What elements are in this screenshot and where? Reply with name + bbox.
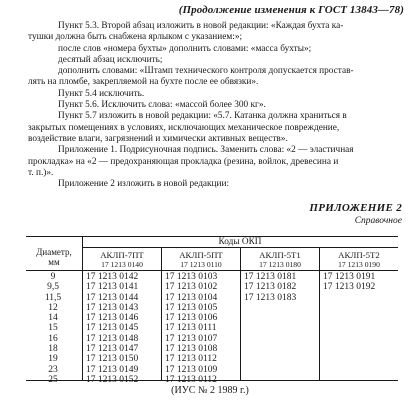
column-code: 17 1213 0180: [259, 260, 301, 269]
code-cell: 17 1213 0181: [244, 272, 297, 282]
code-cell: 17 1213 0142: [86, 272, 139, 282]
text-line: воздействие влаги, загрязнений и химически активных веществ».: [28, 133, 288, 144]
text-line: Пункт 5.4 исключить.: [58, 88, 145, 99]
column-name: АКЛП-7ПТ: [100, 250, 144, 260]
code-cell: 17 1213 0104: [165, 292, 218, 303]
diameter-values: [26, 272, 80, 385]
column-code: 17 1213 0110: [180, 260, 222, 269]
code-cell: [323, 365, 375, 375]
code-cell: [323, 354, 375, 364]
text-line: прокладка» на «2 — предохраняющая прокладка (резина, войлок, древесина и: [28, 156, 339, 167]
appendix-title: ПРИЛОЖЕНИЕ 2: [309, 202, 402, 214]
diameter-cell: 9,5: [47, 282, 59, 293]
diameter-cell: 15: [48, 323, 58, 334]
code-cell: [323, 334, 375, 344]
code-cell: 17 1213 0141: [86, 282, 139, 293]
codes-header: Коды ОКП: [218, 237, 262, 247]
code-cell: [323, 303, 375, 313]
code-cell: 17 1213 0108: [165, 344, 218, 355]
diameter-cell: 19: [48, 354, 58, 365]
column-name: АКЛП-5Т1: [259, 250, 301, 260]
code-cell: [244, 354, 296, 364]
code-cell: [323, 375, 375, 385]
column-3-values: [244, 272, 296, 385]
diameter-cell: 16: [48, 333, 58, 344]
continuation-header: (Продолжение изменения к ГОСТ 13843—78): [178, 4, 404, 16]
code-cell: 17 1213 0109: [165, 364, 218, 375]
code-cell: 17 1213 0148: [86, 333, 139, 344]
column-name: АКЛП-5Т2: [338, 250, 380, 260]
code-cell: [244, 375, 296, 385]
text-line: т. п.)».: [28, 167, 54, 178]
diameter-cell: 9: [50, 272, 56, 282]
column-header-4: [320, 251, 398, 269]
diameter-cell: 25: [48, 374, 58, 385]
column-2-values: [165, 272, 217, 385]
text-line: закрытых помещениях в условиях, исключающих механическое повреждение,: [28, 122, 340, 133]
diameter-header-line1: Диаметр,: [36, 247, 72, 257]
column-header-1: [83, 251, 161, 269]
diameter-cell: 11,5: [44, 292, 62, 303]
text-line: Приложение 1. Подрисуночная подпись. Заменить слова: «2 — эластичная: [58, 145, 354, 156]
column-code: 17 1213 0140: [101, 260, 143, 269]
code-cell: 17 1213 0112: [165, 354, 217, 365]
code-cell: 17 1213 0111: [165, 323, 217, 334]
column-header-3: [241, 251, 319, 269]
text-line: десятый абзац исключить;: [58, 54, 163, 65]
diameter-cell: 18: [48, 344, 58, 355]
diameter-header: [26, 247, 82, 267]
code-cell: [244, 365, 296, 375]
diameter-cell: 12: [48, 302, 58, 313]
code-cell: 17 1213 0102: [165, 282, 218, 293]
code-cell: 17 1213 0143: [86, 302, 139, 313]
code-cell: 17 1213 0144: [86, 292, 139, 303]
code-cell: [244, 323, 296, 333]
code-cell: [323, 323, 375, 333]
column-code: 17 1213 0190: [338, 260, 380, 269]
code-cell: [244, 344, 296, 354]
code-cell: 17 1213 0192: [323, 282, 376, 293]
text-line: Пункт 5.7 изложить в новой редакции: «5.7. Катанка должна храниться в: [58, 111, 347, 122]
code-cell: 17 1213 0183: [244, 292, 297, 303]
text-line: после слов «номера бухты» дополнить словами: «масса бухты»;: [58, 43, 312, 54]
code-cell: [244, 313, 296, 323]
amendment-text: [28, 21, 402, 190]
code-cell: [323, 293, 375, 303]
column-4-values: [323, 272, 375, 385]
code-cell: [323, 313, 375, 323]
code-cell: 17 1213 0191: [323, 272, 376, 282]
text-line: Приложение 2 изложить в новой редакции:: [58, 179, 230, 190]
code-cell: 17 1213 0147: [86, 344, 139, 355]
text-line: Пункт 5.6. Исключить слова: «массой более 300 кг».: [58, 100, 266, 111]
code-cell: 17 1213 0145: [86, 323, 139, 334]
text-line: тушки должна быть снабжена ярлыком с указанием:»;: [28, 32, 243, 43]
code-cell: [244, 334, 296, 344]
code-cell: 17 1213 0152: [86, 374, 139, 385]
code-cell: 17 1213 0150: [86, 354, 139, 365]
code-cell: [323, 344, 375, 354]
text-line: лять на пломбе, закрепляемой на бухте после ее обвязки».: [28, 77, 259, 88]
column-header-2: [162, 251, 240, 269]
code-cell: 17 1213 0182: [244, 282, 297, 293]
code-cell: 17 1213 0103: [165, 272, 218, 282]
appendix-subtitle: Справочное: [354, 216, 402, 226]
source-footnote: (ИУС № 2 1989 г.): [171, 385, 249, 396]
code-cell: 17 1213 0105: [165, 302, 218, 313]
column-name: АКЛП-5ПТ: [179, 250, 223, 260]
diameter-header-line2: мм: [48, 257, 60, 267]
code-cell: 17 1213 0149: [86, 364, 139, 375]
diameter-cell: 23: [48, 364, 58, 375]
code-cell: 17 1213 0112: [165, 374, 217, 385]
column-1-values: [86, 272, 138, 385]
text-line: Пункт 5.3. Второй абзац изложить в новой редакции: «Каждая бухта ка-: [58, 21, 344, 31]
code-cell: 17 1213 0146: [86, 313, 139, 324]
code-cell: [244, 303, 296, 313]
code-cell: 17 1213 0106: [165, 313, 218, 324]
diameter-cell: 14: [48, 313, 58, 324]
text-line: дополнить словами: «Штамп технического контроля допускается простав-: [58, 66, 354, 77]
code-cell: 17 1213 0107: [165, 333, 218, 344]
